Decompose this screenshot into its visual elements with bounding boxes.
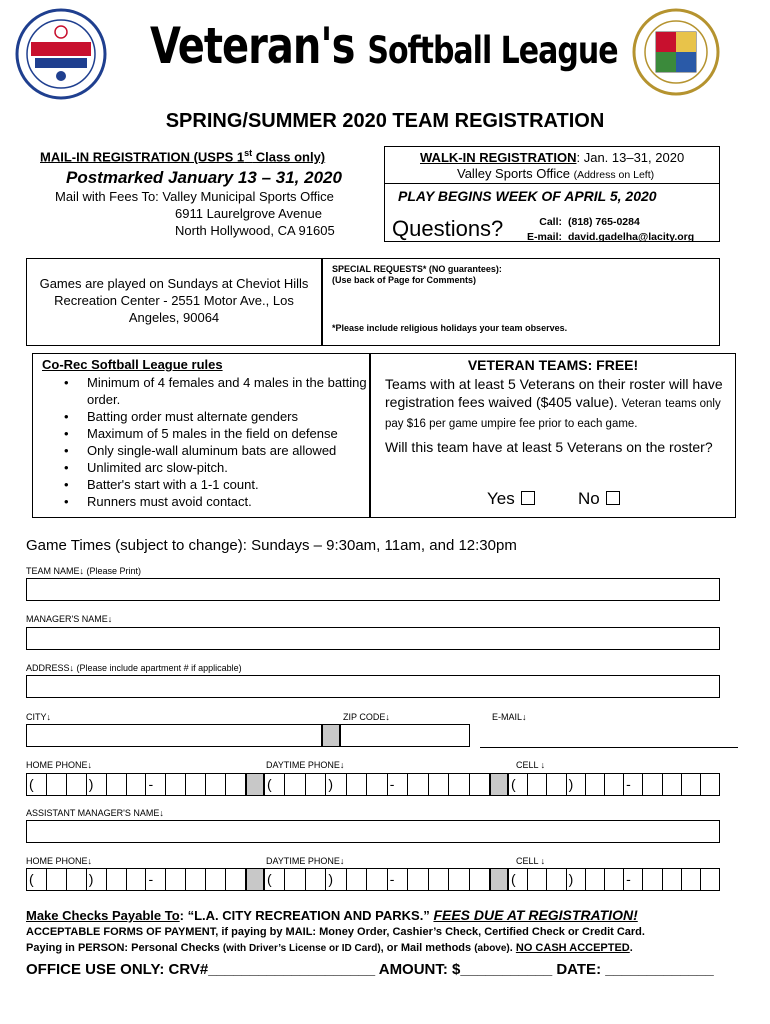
zip-field[interactable] xyxy=(340,724,470,747)
checks-payable: Make Checks Payable To: “L.A. CITY RECREATION AND PARKS.” FEES DUE AT REGISTRATION! xyxy=(26,907,638,923)
religious-holidays-note: *Please include religious holidays your team observes. xyxy=(332,323,568,333)
list-item: • Batter's start with a 1-1 count. xyxy=(64,477,259,492)
assistant-manager-label: ASSISTANT MANAGER'S NAME↓ xyxy=(26,808,164,818)
veteran-question: Will this team have at least 5 Veterans on the roster? xyxy=(385,439,713,455)
address-field[interactable] xyxy=(26,675,720,698)
manager-name-label: MANAGER'S NAME↓ xyxy=(26,614,113,624)
list-item: • Runners must avoid contact. xyxy=(64,494,252,509)
walk-in-office: Valley Sports Office (Address on Left) xyxy=(457,166,655,181)
cell-label: CELL ↓ xyxy=(516,760,546,770)
manager-name-field[interactable] xyxy=(26,627,720,650)
postmarked-dates: Postmarked January 13 – 31, 2020 xyxy=(66,168,342,187)
phone-number: (818) 765-0284 xyxy=(568,216,640,228)
veteran-teams-title: VETERAN TEAMS: FREE! xyxy=(467,357,639,373)
mail-in-heading: MAIL-IN REGISTRATION (USPS 1st Class only) xyxy=(40,148,326,165)
list-item: • Maximum of 5 males in the field on defense xyxy=(64,426,338,441)
la-city-recreation-logo xyxy=(15,8,107,100)
home-phone-field[interactable]: ( ) - xyxy=(26,773,246,796)
payment-forms: ACCEPTABLE FORMS OF PAYMENT, if paying by MAIL: Money Order, Cashier’s Check, Certified Check or Credit Card. Paying in PERSON: Personal Checks (with Driver’s License or ID Card), or Mail methods (above). NO CASH ACCEPTED. xyxy=(26,926,645,954)
team-name-label: TEAM NAME↓ (Please Print) xyxy=(26,566,142,576)
home-phone-label: HOME PHONE↓ xyxy=(26,760,93,770)
daytime-phone-label: DAYTIME PHONE↓ xyxy=(266,856,345,866)
phone-separator xyxy=(490,773,508,796)
cell-label: CELL ↓ xyxy=(516,856,546,866)
assistant-manager-field[interactable] xyxy=(26,820,720,843)
daytime-phone-field[interactable]: ( ) - xyxy=(264,773,490,796)
home-phone-field[interactable]: ( ) - xyxy=(26,868,246,891)
mail-fees-line: Mail with Fees To: Valley Municipal Sports Office xyxy=(55,189,334,204)
office-use-only: OFFICE USE ONLY: CRV#____________________ AMOUNT: $___________ DATE: _____________ xyxy=(26,961,714,978)
play-begins: PLAY BEGINS WEEK OF APRIL 5, 2020 xyxy=(398,188,657,204)
address-label: ADDRESS↓ (Please include apartment # if applicable) xyxy=(26,663,242,673)
mail-address: 6911 Laurelgrove Avenue North Hollywood, CA 91605 xyxy=(175,206,335,238)
registration-subtitle: SPRING/SUMMER 2020 TEAM REGISTRATION xyxy=(165,110,605,132)
city-of-los-angeles-seal xyxy=(632,8,720,96)
list-item: • Minimum of 4 females and 4 males in the batting order. xyxy=(64,375,367,407)
game-times: Game Times (subject to change): Sundays – 9:30am, 11am, and 12:30pm xyxy=(26,537,517,554)
list-item: • Batting order must alternate genders xyxy=(64,409,299,424)
yes-option[interactable]: Yes xyxy=(487,489,535,509)
games-location: Games are played on Sundays at Cheviot Hills Recreation Center - 2551 Motor Ave., Los Angeles, 90064 xyxy=(39,276,309,325)
zip-label: ZIP CODE↓ xyxy=(343,712,390,722)
city-zip-separator xyxy=(322,724,340,747)
list-item: • Only single-wall aluminum bats are allowed xyxy=(64,443,337,458)
phone-separator xyxy=(246,773,264,796)
league-title: Veteran's Softball League xyxy=(150,18,618,76)
phone-separator xyxy=(490,868,508,891)
no-option[interactable]: No xyxy=(578,489,620,509)
cell-phone-field[interactable]: ( ) - xyxy=(508,868,720,891)
rules-list xyxy=(44,374,377,510)
cell-phone-field[interactable]: ( ) - xyxy=(508,773,720,796)
rules-title: Co-Rec Softball League rules xyxy=(42,357,223,372)
home-phone-label: HOME PHONE↓ xyxy=(26,856,93,866)
no-checkbox[interactable] xyxy=(606,491,620,505)
questions-label: Questions? xyxy=(392,216,504,241)
city-label: CITY↓ xyxy=(26,712,52,722)
yes-checkbox[interactable] xyxy=(521,491,535,505)
email-field[interactable] xyxy=(480,747,738,748)
veteran-teams-text: Teams with at least 5 Veterans on their roster will have registration fees waived ($405 value). Veteran teams only pay $16 per game umpire fee prior to each game. xyxy=(385,376,723,430)
walk-in-heading: WALK-IN REGISTRATION: Jan. 13–31, 2020 xyxy=(420,150,685,165)
daytime-phone-field[interactable]: ( ) - xyxy=(264,868,490,891)
daytime-phone-label: DAYTIME PHONE↓ xyxy=(266,760,345,770)
special-requests-label: SPECIAL REQUESTS* (NO guarantees): (Use back of Page for Comments) xyxy=(332,264,502,285)
email-address[interactable]: david.gadelha@lacity.org xyxy=(568,231,695,243)
phone-separator xyxy=(246,868,264,891)
email-label: E-MAIL↓ xyxy=(492,712,527,722)
contact-info: Call: (818) 765-0284 E-mail: david.gadelha@lacity.org xyxy=(522,215,700,245)
city-field[interactable] xyxy=(26,724,322,747)
list-item: • Unlimited arc slow-pitch. xyxy=(64,460,228,475)
team-name-field[interactable] xyxy=(26,578,720,601)
